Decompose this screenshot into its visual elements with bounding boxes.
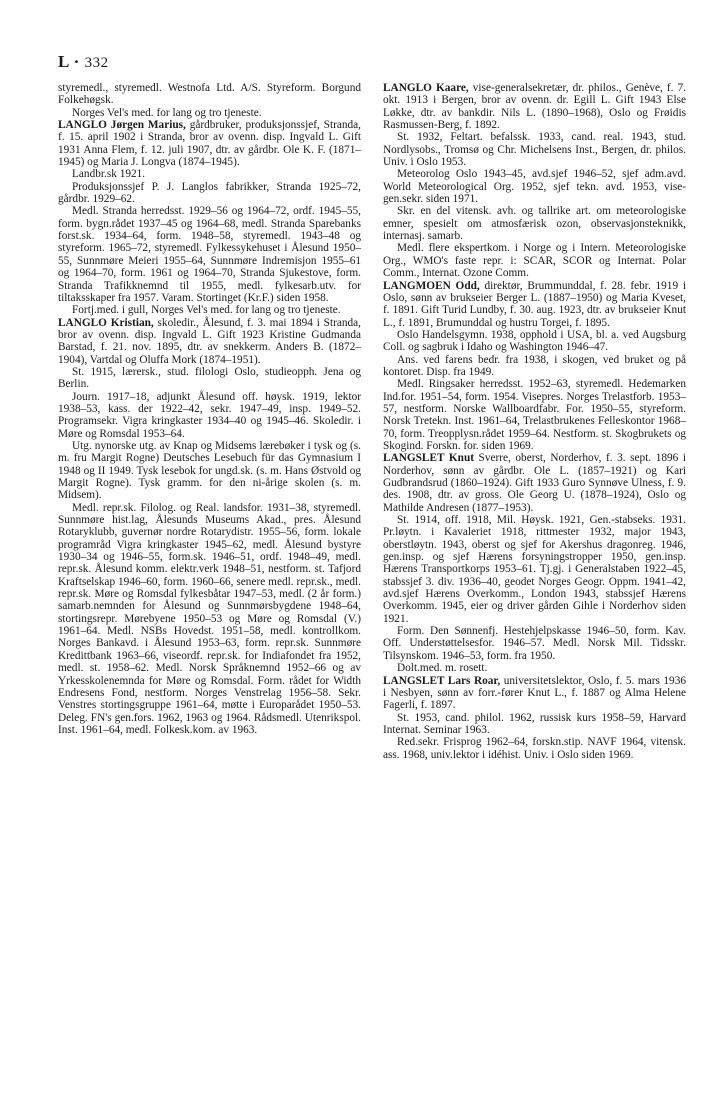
entry-name: LANGMOEN Odd, xyxy=(383,279,480,292)
biography-paragraph xyxy=(383,625,686,662)
entry-text: universitetslektor, Oslo, f. 5. mars 1936 i Nesbyen, sønn av forr.-fører Knut L., f. 1887 og Alma Helene Fagerli, f. 1897. xyxy=(383,674,686,712)
entry-text: Dolt.med. m. rosett. xyxy=(397,662,488,675)
biography-entry xyxy=(383,82,686,131)
entry-text: Utg. nynorske utg. av Knap og Midsems lærebøker i tysk og (s. m. fru Margit Rogne) Deutsches Lesebuch für das Gymnasium I 1948 og II 1949. Tysk lesebok for ungd.sk. (s. m. Hans Østvold og Margit Rogne). Tysk gramm. for den ni-årige skolen (s. m. Midsem). xyxy=(58,439,361,502)
entry-text: vise-generalsekretær, dr. philos., Genève, f. 7. okt. 1913 i Bergen, bror av ovenn. dr. Egill L. Gift 1943 Else Løkke, dtr. av bankdir. Nils L. (1890–1968), Oslo og Frøidis Rasmussen-Berg, f. 1892. xyxy=(383,82,686,132)
entry-text: gårdbruker, produksjonssjef, Stranda, f. 15. april 1902 i Stranda, bror av ovenn. disp. Ingvald L. Gift 1931 Anna Flem, f. 12. juli 1907, dtr. av gårdbr. Ole K. F. (1871–1945) og Maria J. Longva (1874–1945). xyxy=(58,119,361,169)
biography-paragraph xyxy=(58,440,361,502)
right-column xyxy=(383,82,686,761)
entry-name: LANGLO Kristian, xyxy=(58,316,154,329)
biography-paragraph xyxy=(58,391,361,440)
biography-paragraph xyxy=(58,366,361,391)
biography-entry xyxy=(383,452,686,514)
biography-paragraph xyxy=(58,304,361,316)
biography-paragraph xyxy=(383,736,686,761)
entry-text: skoledir., Ålesund, f. 3. mai 1894 i Stranda, bror av ovenn. disp. Ingvald L. Gift 1923 Kristine Gudmanda Barstad, f. 21. nov. 1895, dtr. av snekkerm. Anders B. (1872–1904), Vartdal og Oluffa Mork (1874–1951). xyxy=(58,316,361,366)
entry-text: styremedl., styremedl. Westnofa Ltd. A/S. Styreform. Borgund Folkehøgsk. xyxy=(58,82,361,107)
entry-text: Norges Vel's med. for lang og tro tjeneste. xyxy=(72,106,262,119)
header-letter: L xyxy=(58,52,69,71)
biography-paragraph xyxy=(58,502,361,737)
entry-text: St. 1915, lærersk., stud. filologi Oslo, studieopph. Jena og Berlin. xyxy=(58,365,361,391)
entry-text: Fortj.med. i gull, Norges Vel's med. for lang og tro tjeneste. xyxy=(72,304,341,317)
biography-paragraph xyxy=(383,514,686,625)
biography-paragraph xyxy=(58,82,361,107)
biography-paragraph xyxy=(383,168,686,205)
entry-name: LANGLO Kaare, xyxy=(383,82,469,94)
biography-paragraph xyxy=(383,205,686,242)
entry-text: Medl. Ringsaker herredsst. 1952–63, styremedl. Hedemarken Ind.for. 1951–54, form. 1954. Visepres. Norges Trelastforb. 1953–57, nestform. Norske Wallboardfabr. For. 1950–55, styreform. Norsk Tretekn. Inst. 1961–64, Trelastbrukenes Felleskontor 1968–70, form. Treopplysn.rådet 1959–64. Nestform. st. Skogbrukets og Skogind. Forskn. for. siden 1969. xyxy=(383,378,686,452)
entry-text: Journ. 1917–18, adjunkt Ålesund off. høysk. 1919, lektor 1938–53, kass. der 1922–42, sekr. 1947–49, insp. 1949–52. Programsekr. Vigra kringkaster 1934–40 og 1945–46. Skoledir. i Møre og Romsdal 1953–64. xyxy=(58,390,361,440)
biography-paragraph xyxy=(58,107,361,119)
biography-paragraph xyxy=(383,712,686,737)
entry-name: LANGLO Jørgen Marius, xyxy=(58,119,186,132)
entry-text: Oslo Handelsgymn. 1938, opphold i USA, bl. a. ved Augsburg Coll. og sagbruk i Idaho og Washington 1946–47. xyxy=(383,328,686,354)
biography-paragraph xyxy=(383,354,686,379)
entry-name: LANGSLET Knut xyxy=(383,452,474,465)
biography-paragraph xyxy=(383,131,686,168)
entry-text: Medl. Stranda herredsst. 1929–56 og 1964–72, ordf. 1945–55, form. bygn.rådet 1937–45 og 1964–68, medl. Stranda Sparebanks forst.sk. 1934–64, form. 1948–58, styremedl. 1943–48 og styreform. 1965–72, styremedl. Fylkessykehuset i Ålesund 1950–55, Sunnmøre Meieri 1955–64, Sunnmøre Indremisjon 1955–61 og 1964–70, form. 1961 og 1964–70, Stranda Sjukestove, form. Stranda Trafikknemnd til 1955, medl. fylkesarb.utv. for tiltaksskaper fra 1957. Varam. Stortinget (Kr.F.) siden 1958. xyxy=(58,205,361,304)
biography-paragraph xyxy=(383,242,686,279)
entry-text: Landbr.sk 1921. xyxy=(72,168,146,181)
entry-text: Ans. ved farens bedr. fra 1938, i skogen, ved bruket og på kontoret. Disp. fra 1949. xyxy=(383,353,686,378)
entry-text: Red.sekr. Frisprog 1962–64, forskn.stip. NAVF 1964, vitensk. ass. 1968, univ.lektor i idéhist. Univ. i Oslo siden 1969. xyxy=(383,736,686,761)
biography-paragraph xyxy=(58,205,361,304)
left-column xyxy=(58,82,361,736)
entry-text: Produksjonssjef P. J. Langlos fabrikker, Stranda 1925–72, gårdbr. 1929–62. xyxy=(58,180,361,206)
biography-entry xyxy=(58,119,361,168)
header-separator: · xyxy=(73,52,80,71)
page-header xyxy=(58,52,109,72)
entry-text: St. 1914, off. 1918, Mil. Høysk. 1921, Gen.-stabseks. 1931. Pr.løytn. i Kavaleriet 1918, rittmester 1932, major 1943, oberstløytn. 1943, oberst og sjef for Akershus dragonreg. 1946, gen.insp. og sjef Hærens forsyningstropper 1950, gen.insp. Hærens Transportkorps 1953–61. Tj.gj. i Generalstaben 1922–45, stabssjef 3. div. 1936–40, geodet Norges Geogr. Oppm. 1941–42, avd.sjef Hærens Overkomm., London 1943, stabssjef Hærens Overkomm. 1945, eier og driver gården Gihle i Norderhov siden 1921. xyxy=(383,514,686,625)
biography-entry xyxy=(58,317,361,366)
biography-paragraph xyxy=(383,378,686,452)
entry-text: Medl. repr.sk. Filolog. og Real. landsfor. 1931–38, styremedl. Sunnmøre hist.lag, Ålesunds Museums Akad., pres. Ålesund Rotaryklubb, guvernør nordre Rotarydistr. 1955–56, form. lokale programråd Vigra kringkaster 1945–62, medl. Ålesund bystyre 1930–34 og 1946–55, form.sk. 1946–51, ordf. 1948–49, medl. repr.sk. Ålesund komm. elektr.verk 1948–51, nestform. st. Tafjord Kraftselskap 1946–60, form. 1960–66, senere medl. repr.sk., medl. repr.sk. Møre og Romsdal fylkesbåtar 1947–53, medl. (2 år form.) samarb.nemnden for Ålesund og Sunnmørsbygdene 1948–64, stortingsrepr. Mørebyene 1950–53 og Møre og Romsdal (V.) 1961–64. Medl. NSBs Hovedst. 1951–58, medl. kontrollkom. Norges Bankavd. i Ålesund 1953–63, form. repr.sk. Sunnmøre Kredittbank 1963–66, viseordf. repr.sk. for Indiafondet fra 1952, medl. st. 1958–62. Medl. Norsk Språknemnd 1952–66 og av Yrkesskolenemnda for Møre og Romsdal. Form. rådet for Width Endresens Fond, nestform. Norges Venstrelag 1956–58. Sekr. Venstres stortingsgruppe 1961–64, møtte i Europarådet 1950–53. Deleg. FN's gen.fors. 1962, 1963 og 1964. Rådsmedl. Utenrikspol. Inst. 1961–64, medl. Folkesk.kom. av 1963. xyxy=(58,501,361,736)
entry-text: Medl. flere ekspertkom. i Norge og i Intern. Meteorologiske Org., WMO's faste repr. i: SCAR, SCOR og Internat. Polar Comm., Internat. Ozone Comm. xyxy=(383,242,686,280)
biography-paragraph xyxy=(383,662,686,674)
entry-text: Skr. en del vitensk. avh. og tallrike art. om meteorologiske emner, spesielt om atmosfærisk ozon, observasjonsteknikk, internasj. samarb. xyxy=(383,205,686,243)
entry-text: Meteorolog Oslo 1943–45, avd.sjef 1946–52, sjef adm.avd. World Meteorological Org. 1952, sjef tekn. avd. 1953, vise-gen.sekr. siden 1971. xyxy=(383,168,686,206)
biography-paragraph xyxy=(58,168,361,180)
entry-text: Sverre, oberst, Norderhov, f. 3. sept. 1896 i Norderhov, sønn av gårdbr. Ole L. (1857–1921) og Kari Gudbrandsrud (1860–1924). Gift 1933 Guro Synnøve Ulness, f. 9. des. 1908, dtr. av gross. Ole Georg U. (1878–1924), Oslo og Mathilde Andresen (1877–1953). xyxy=(383,452,686,514)
biography-paragraph xyxy=(58,181,361,206)
biography-entry xyxy=(383,675,686,712)
biography-paragraph xyxy=(383,329,686,354)
entry-name: LANGSLET Lars Roar, xyxy=(383,674,501,687)
entry-text: St. 1953, cand. philol. 1962, russisk kurs 1958–59, Harvard Internat. Seminar 1963. xyxy=(383,711,686,736)
entry-text: direktør, Brummunddal, f. 28. febr. 1919 i Oslo, sønn av brukseier Berger L. (1887–1950) og Maria Kveset, f. 1891. Gift Turid Lundby, f. 30. aug. 1923, dtr. av brukseier Knut L., f. 1891, Brumunddal og hustru Torgei, f. 1895. xyxy=(383,279,686,329)
entry-text: Form. Den Sønnenfj. Hestehjelpskasse 1946–50, form. Kav. Off. Understøttelsesfor. 1946–57. Medl. Norsk Mil. Tidsskr. Tilsynskom. 1946–53, form. fra 1950. xyxy=(383,625,686,662)
biography-entry xyxy=(383,280,686,329)
entry-text: St. 1932, Feltart. befalssk. 1933, cand. real. 1943, stud. Nordlysobs., Tromsø og Chr. Michelsens Inst., Bergen, dr. philos. Univ. i Oslo 1953. xyxy=(383,131,686,169)
page-number: 332 xyxy=(84,55,109,71)
